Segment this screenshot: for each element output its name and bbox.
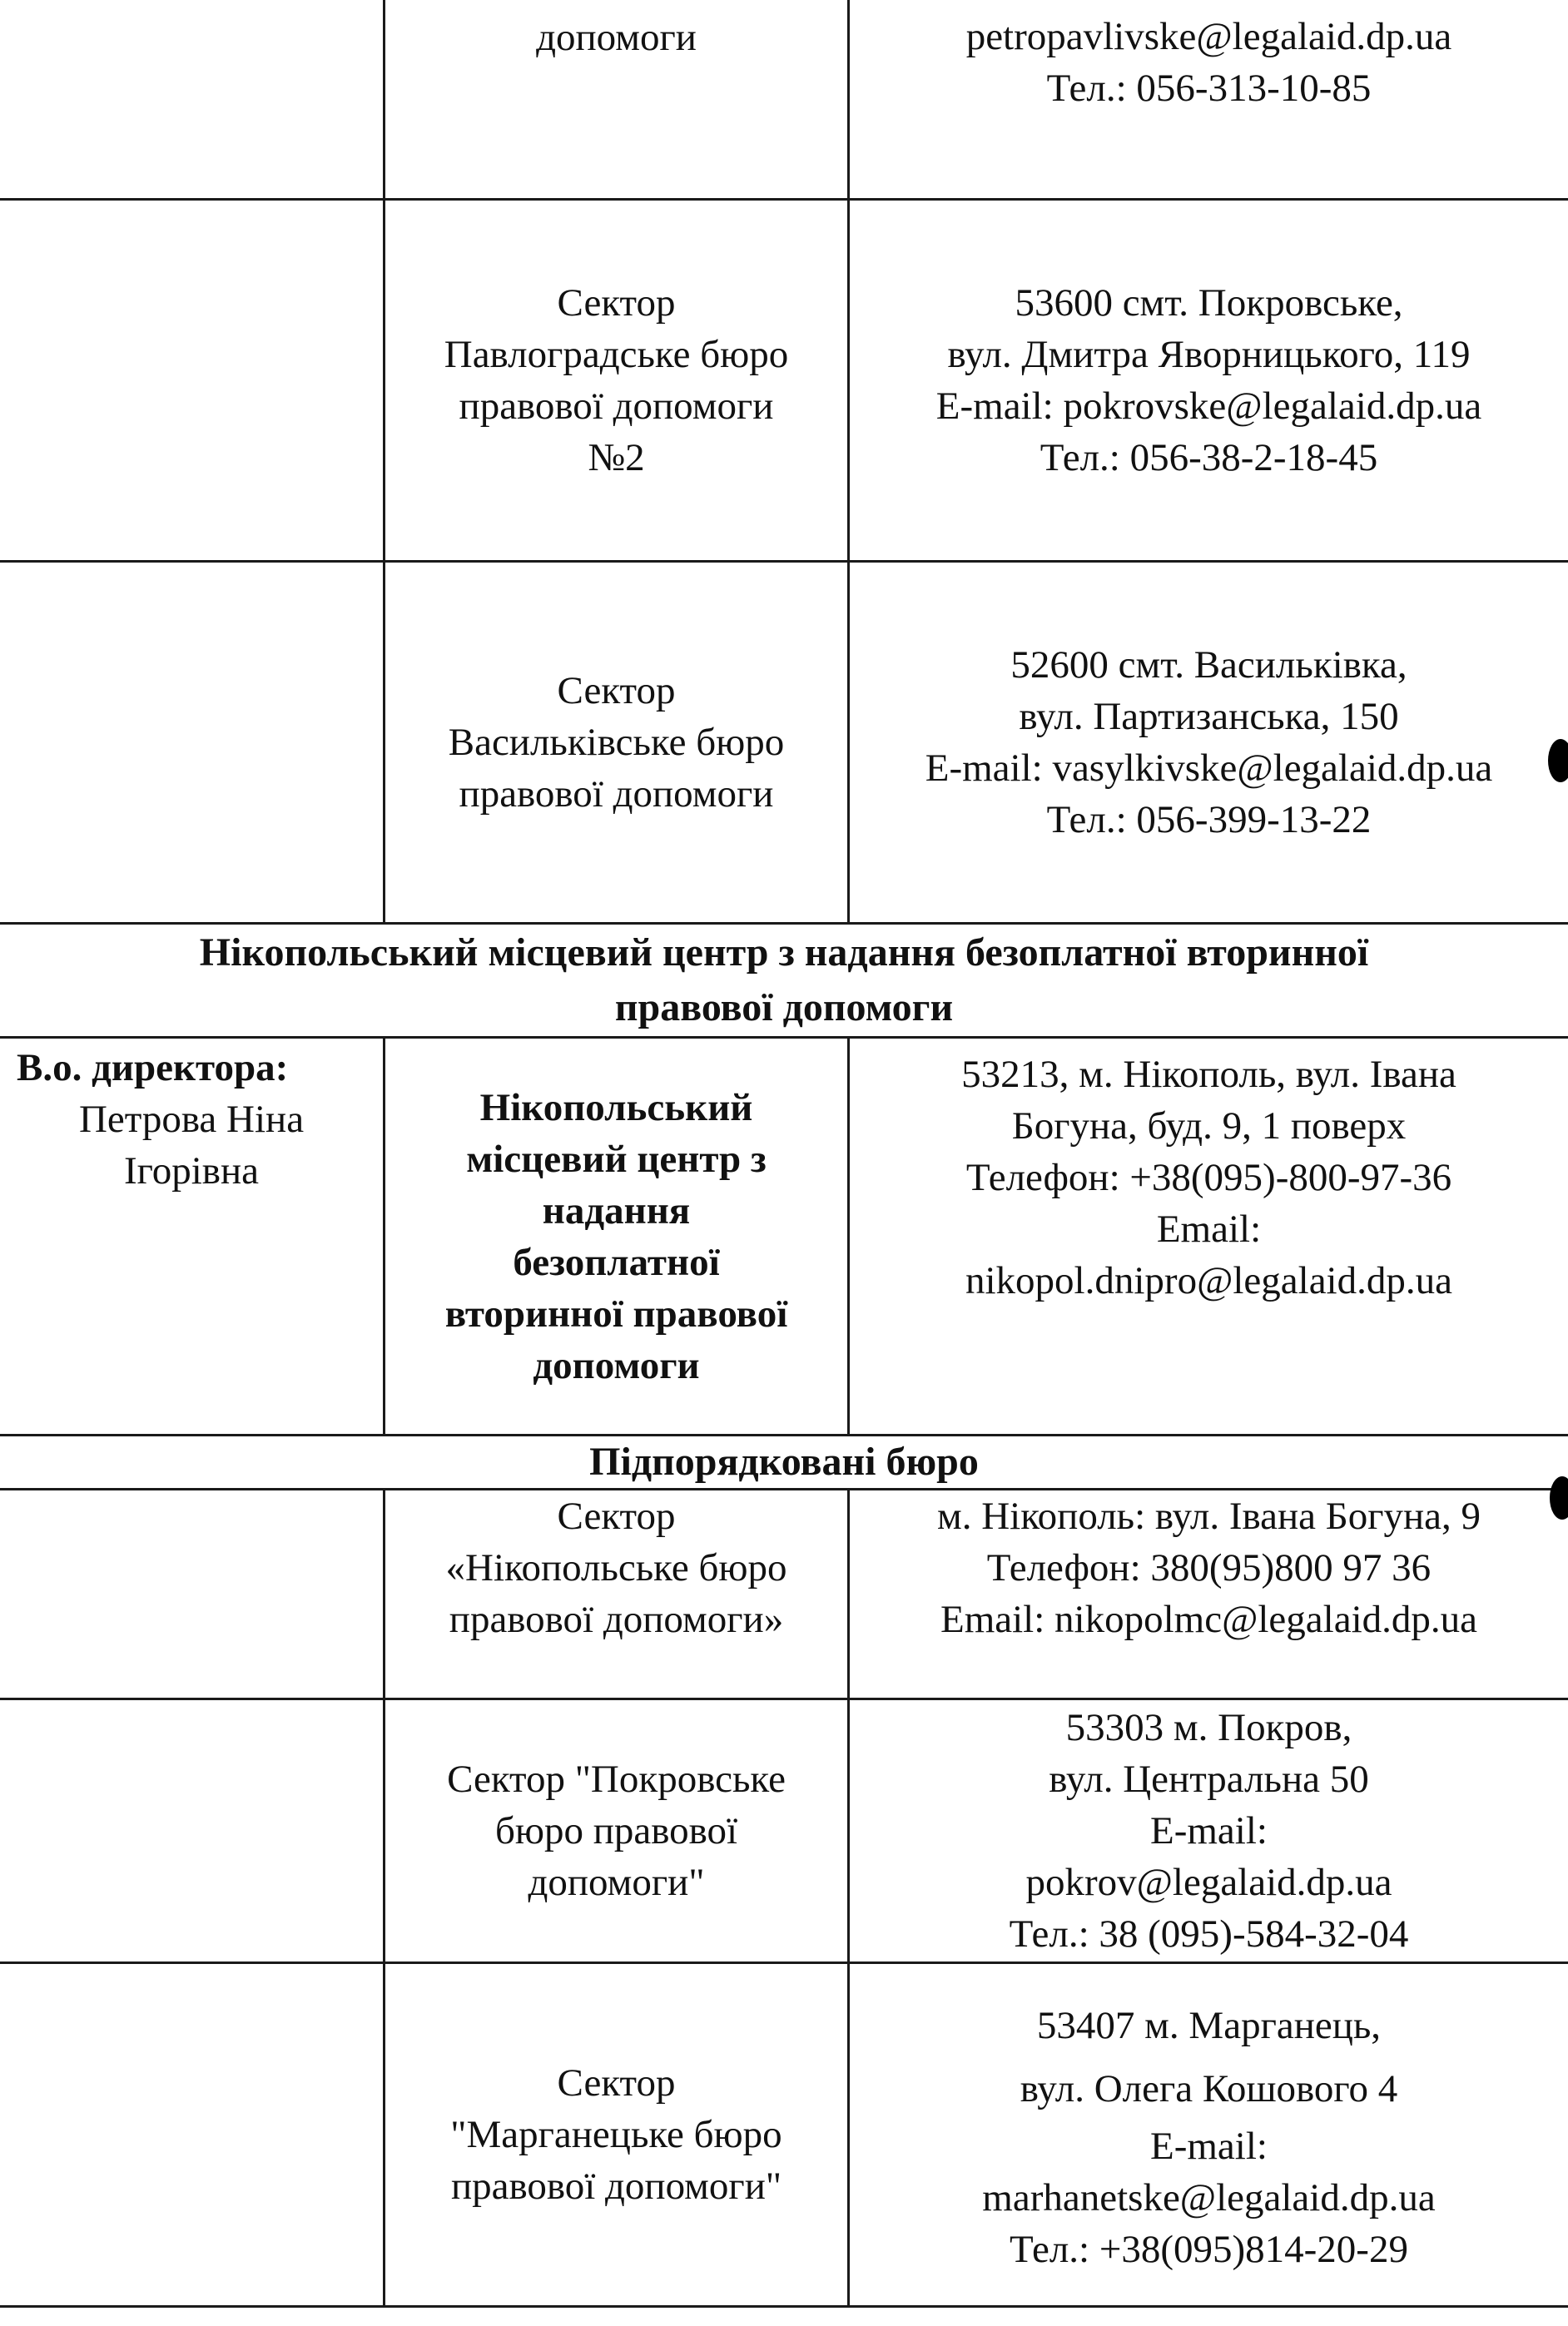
director-block xyxy=(0,1042,383,1193)
bureau-contact: 53600 смт. Покровське, вул. Дмитра Яворницького, 119 E-mail: pokrovske@legalaid.dp.ua Тел.: 056-38-2-18-45 xyxy=(935,281,1482,479)
bureau-name: Сектор Васильківське бюро правової допомоги xyxy=(448,669,785,816)
subordinate-heading: Підпорядковані бюро xyxy=(589,1440,979,1484)
punch-hole-mark xyxy=(1550,1476,1568,1520)
section-heading: Нікопольський місцевий центр з надання безоплатної вторинної правової допомоги xyxy=(199,930,1369,1029)
bureau-name: Сектор Павлоградське бюро правової допомоги №2 xyxy=(444,281,789,479)
director-label: В.о. директора: xyxy=(17,1046,289,1089)
bureau-contact: 53303 м. Покров, вул. Центральна 50 E-mail: pokrov@legalaid.dp.ua Тел.: 38 (095)-584-32-04 xyxy=(1009,1706,1409,1956)
bureau-name: Сектор "Покровське бюро правової допомоги" xyxy=(447,1758,786,1904)
bureau-contact: petropavlivske@legalaid.dp.ua Тел.: 056-313-10-85 xyxy=(965,15,1452,110)
bureau-name: Сектор "Марганецьке бюро правової допомоги" xyxy=(450,2061,782,2208)
bureau-contact: 52600 смт. Васильківка, вул. Партизанська, 150 E-mail: vasylkivske@legalaid.dp.ua Тел.: 056-399-13-22 xyxy=(925,643,1493,841)
bureau-name: допомоги xyxy=(536,16,697,59)
director-name: Ігорівна xyxy=(123,1149,260,1193)
bureau-contact: 53407 м. Марганець, вул. Олега Кошового 4 E-mail: marhanetske@legalaid.dp.ua Тел.: +38(095)814-20-29 xyxy=(982,2004,1436,2271)
center-contact: 53213, м. Нікополь, вул. Івана Богуна, буд. 9, 1 поверх Телефон: +38(095)-800-97-36 Email: nikopol.dnipro@legalaid.dp.ua xyxy=(961,1053,1456,1302)
bureau-contact: м. Нікополь: вул. Івана Богуна, 9 Телефон: 380(95)800 97 36 Email: nikopolmc@legalaid.dp.ua xyxy=(936,1495,1481,1641)
bureau-name: Сектор «Нікопольське бюро правової допомоги» xyxy=(445,1495,787,1641)
director-name: Петрова Ніна xyxy=(78,1098,305,1141)
row-divider xyxy=(0,2305,1568,2308)
punch-hole-mark xyxy=(1548,739,1568,782)
center-name: Нікопольський місцевий центр з надання безоплатної вторинної правової допомоги xyxy=(444,1085,788,1387)
